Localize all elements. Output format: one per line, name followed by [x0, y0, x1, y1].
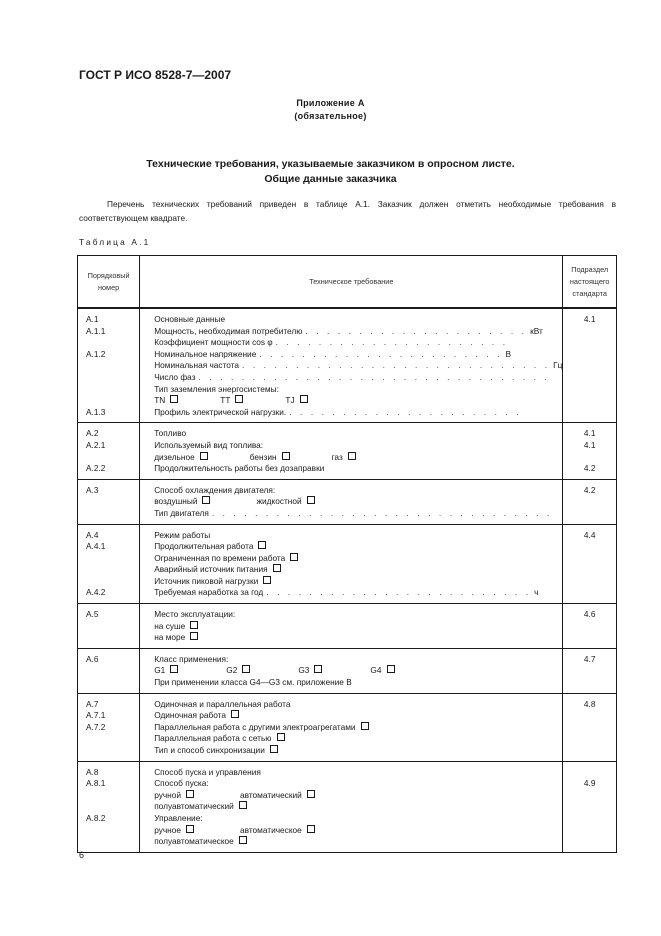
requirement-line	[154, 314, 562, 326]
requirement-text: Продолжительная работа	[154, 541, 254, 552]
requirement-text: полуавтоматическое	[154, 836, 234, 847]
requirement-text: Аварийный источник питания	[154, 564, 268, 575]
checkbox[interactable]	[202, 496, 210, 504]
requirement-line	[154, 745, 562, 757]
table-caption: Таблица А.1	[79, 237, 151, 247]
requirement-line	[154, 677, 562, 689]
option-label: G4	[370, 665, 382, 676]
requirement-text: Число фаз	[154, 371, 196, 382]
section-title-line1: Технические требования, указываемые заказчиком в опросном листе.	[146, 158, 515, 170]
fill-in-field[interactable]: . . . . . . . . . . . . . . . . . . . . . .	[275, 337, 509, 348]
item-number	[86, 360, 139, 372]
header-number-label: Порядковый номер	[87, 270, 130, 292]
item-number: А.3	[86, 484, 99, 495]
row-subsections	[563, 648, 617, 693]
subsection-ref: 4.6	[583, 609, 596, 620]
checkbox[interactable]	[239, 801, 247, 809]
table-row	[78, 423, 617, 479]
table-row	[78, 604, 617, 649]
item-number	[86, 384, 139, 396]
item-number: А.1.3	[86, 406, 106, 417]
requirement-text: Управление:	[154, 812, 203, 823]
row-numbers	[78, 648, 140, 693]
row-subsections	[563, 604, 617, 649]
checkbox[interactable]	[361, 722, 369, 730]
requirement-line	[154, 395, 562, 407]
item-number: А.5	[86, 609, 99, 620]
checkbox[interactable]	[200, 452, 208, 460]
item-number: А.2.2	[86, 463, 106, 474]
option-label: G2	[226, 665, 238, 676]
requirement-text: Ограниченная по времени работа	[154, 552, 286, 563]
requirement-line	[154, 428, 562, 440]
row-requirements	[140, 761, 563, 852]
checkbox[interactable]	[314, 665, 322, 673]
row-numbers	[78, 693, 140, 761]
section-title	[0, 157, 661, 187]
item-number	[86, 337, 139, 349]
requirement-text: Продолжительность работы без дозаправки	[154, 463, 325, 474]
requirement-line	[154, 452, 562, 464]
page-number: 6	[79, 850, 85, 860]
option-label: TJ	[285, 395, 295, 406]
annex-title: Приложение А	[296, 98, 365, 108]
row-numbers	[78, 479, 140, 524]
requirement-line	[154, 508, 562, 520]
requirement-line	[154, 710, 562, 722]
row-requirements	[140, 524, 563, 604]
annex-status: (обязательное)	[294, 111, 367, 121]
option-label: TN	[154, 395, 166, 406]
fill-in-field[interactable]: . . . . . . . . . . . . . . . . . . . . . . . . .	[266, 587, 532, 598]
item-number	[86, 564, 139, 576]
requirement-line	[154, 564, 562, 576]
requirement-text: Место эксплуатации:	[154, 609, 236, 620]
requirement-text: Тип двигателя	[154, 507, 209, 518]
row-subsections	[563, 308, 617, 423]
requirement-text: При применении класса G4—G3 см. приложение В	[154, 677, 352, 688]
requirement-text: Тип и способ синхронизации	[154, 745, 265, 755]
checkbox[interactable]	[242, 665, 250, 673]
option-label: газ	[331, 451, 343, 462]
checkbox[interactable]	[270, 745, 278, 753]
requirement-text: Одиночная и параллельная работа	[154, 698, 291, 709]
row-numbers	[78, 524, 140, 604]
requirement-line	[154, 440, 562, 452]
requirement-text: на море	[154, 632, 186, 643]
item-number: А.8	[86, 766, 99, 777]
requirement-line	[154, 621, 562, 633]
document-code: ГОСТ Р ИСО 8528-7—2007	[79, 68, 232, 82]
checkbox[interactable]	[258, 541, 266, 549]
requirement-text: Одиночная работа	[154, 710, 226, 721]
item-number: А.7.2	[86, 721, 106, 732]
header-number	[78, 256, 140, 309]
header-subsection-label: Подраздел настоящего стандарта	[569, 264, 610, 298]
fill-in-field[interactable]: . . . . . . . . . . . . . . . . . . . . . . . . . . . . . . . . .	[198, 371, 550, 382]
requirement-line	[154, 813, 562, 825]
requirement-line	[154, 485, 562, 497]
item-number: А.6	[86, 653, 99, 664]
requirement-line	[154, 733, 562, 745]
fill-in-field[interactable]: . . . . . . . . . . . . . . . . . . . . .	[305, 325, 528, 336]
requirement-line	[154, 530, 562, 542]
row-numbers	[78, 761, 140, 852]
item-number: А.2.1	[86, 439, 106, 450]
table-row	[78, 479, 617, 524]
requirement-line	[154, 801, 562, 813]
requirement-text: полуавтоматический	[154, 801, 234, 812]
requirement-line	[154, 463, 562, 475]
row-requirements	[140, 423, 563, 479]
row-requirements	[140, 693, 563, 761]
item-number: А.1	[86, 314, 99, 324]
option-label: воздушный	[154, 496, 198, 507]
table-row	[78, 648, 617, 693]
requirement-line	[154, 360, 562, 372]
item-number: А.7.1	[86, 710, 106, 721]
requirement-text: Режим работы	[154, 529, 211, 540]
item-number: А.7	[86, 698, 99, 709]
option-label: жидкостной	[256, 496, 302, 507]
row-subsections	[563, 524, 617, 604]
option-label: G3	[298, 665, 310, 676]
row-subsections	[563, 479, 617, 524]
checkbox[interactable]	[186, 790, 194, 798]
annex-heading	[0, 97, 661, 123]
checkbox[interactable]	[277, 733, 285, 741]
row-requirements	[140, 479, 563, 524]
requirements-table	[77, 255, 617, 853]
requirement-text: Способ пуска и управления	[154, 766, 261, 777]
checkbox[interactable]	[186, 825, 194, 833]
unit-label: В	[505, 348, 512, 359]
subsection-ref: 4.1	[583, 314, 596, 324]
checkbox[interactable]	[348, 452, 356, 460]
checkbox[interactable]	[300, 395, 308, 403]
row-subsections	[563, 423, 617, 479]
requirement-text: Основные данные	[154, 314, 226, 324]
requirement-line	[154, 372, 562, 384]
requirement-text: Параллельная работа с сетью	[154, 733, 272, 744]
checkbox[interactable]	[190, 621, 198, 629]
requirement-line	[154, 767, 562, 779]
subsection-ref: 4.1	[583, 428, 596, 439]
table-body	[78, 308, 617, 852]
subsection-ref: 4.7	[583, 653, 596, 664]
item-number	[86, 553, 139, 565]
item-number: А.1.2	[86, 348, 106, 359]
item-number: А.8.1	[86, 778, 106, 789]
requirement-line	[154, 326, 562, 338]
unit-label: ч	[534, 587, 539, 598]
requirement-line	[154, 587, 562, 599]
option-label: TT	[220, 395, 231, 406]
row-requirements	[140, 648, 563, 693]
requirement-text: Используемый вид топлива:	[154, 439, 264, 450]
checkbox[interactable]	[282, 452, 290, 460]
item-number: А.4.2	[86, 587, 106, 598]
item-number: А.4.1	[86, 541, 106, 552]
requirement-text: на суше	[154, 620, 186, 631]
row-numbers	[78, 423, 140, 479]
item-number	[86, 452, 139, 464]
requirement-text: Топливо	[154, 428, 187, 439]
requirement-line	[154, 609, 562, 621]
subsection-ref: 4.2	[583, 463, 596, 474]
unit-label: Гц	[553, 360, 563, 371]
requirement-line	[154, 654, 562, 666]
option-label: автоматический	[240, 789, 302, 800]
table-row	[78, 308, 617, 423]
requirement-line	[154, 541, 562, 553]
requirement-line	[154, 778, 562, 790]
checkbox[interactable]	[307, 790, 315, 798]
item-number	[86, 801, 139, 813]
item-number: А.4	[86, 529, 99, 540]
unit-label: кВт	[530, 325, 543, 336]
checkbox[interactable]	[235, 395, 243, 403]
requirement-line	[154, 722, 562, 734]
item-number: А.2	[86, 428, 99, 439]
row-subsections	[563, 761, 617, 852]
header-requirement: Техническое требование	[140, 256, 563, 309]
section-title-line2: Общие данные заказчика	[264, 173, 397, 185]
option-label: дизельное	[154, 451, 195, 462]
requirement-text: Коэффициент мощности cos φ	[154, 337, 273, 348]
requirement-text: Способ пуска:	[154, 778, 209, 789]
checkbox[interactable]	[190, 632, 198, 640]
fill-in-field[interactable]: . . . . . . . . . . . . . . . . . . . . . . . . . . . . .	[242, 360, 551, 371]
requirement-line	[154, 836, 562, 848]
requirement-text: Номинальное напряжение	[154, 348, 257, 359]
table-header-row	[78, 256, 617, 309]
requirement-text: Мощность, необходимая потребителю	[154, 325, 303, 336]
subsection-ref: 4.1	[583, 439, 596, 450]
requirement-line	[154, 349, 562, 361]
requirement-line	[154, 576, 562, 588]
requirement-text: Профиль электрической нагрузки.	[154, 406, 287, 417]
checkbox[interactable]	[290, 553, 298, 561]
option-label: ручной	[154, 789, 182, 800]
subsection-ref	[563, 452, 616, 464]
subsection-ref: 4.9	[583, 778, 596, 789]
checkbox[interactable]	[231, 710, 239, 718]
item-number	[86, 395, 139, 407]
requirement-text: Источник пиковой нагрузки	[154, 575, 259, 586]
item-number: А.1.1	[86, 325, 106, 336]
option-label: бензин	[249, 451, 277, 462]
requirement-line	[154, 665, 562, 677]
requirement-line	[154, 553, 562, 565]
requirement-line	[154, 496, 562, 508]
table-row	[78, 524, 617, 604]
requirement-line	[154, 699, 562, 711]
fill-in-field[interactable]: . . . . . . . . . . . . . . . . . . . . . . .	[259, 348, 503, 359]
subsection-ref: 4.8	[583, 698, 596, 709]
row-numbers	[78, 308, 140, 423]
item-number	[86, 372, 139, 384]
table-row	[78, 761, 617, 852]
requirement-text: Номинальная частота	[154, 360, 240, 371]
option-label: G1	[154, 665, 166, 676]
table-row	[78, 693, 617, 761]
row-subsections	[563, 693, 617, 761]
header-subsection	[563, 256, 617, 309]
checkbox[interactable]	[239, 836, 247, 844]
fill-in-field[interactable]: . . . . . . . . . . . . . . . . . . . . . .	[289, 406, 522, 417]
requirement-line	[154, 790, 562, 802]
item-number	[86, 576, 139, 588]
subsection-ref: 4.2	[583, 484, 596, 495]
row-numbers	[78, 604, 140, 649]
requirement-line	[154, 825, 562, 837]
checkbox[interactable]	[387, 665, 395, 673]
subsection-ref: 4.4	[583, 529, 596, 540]
requirement-line	[154, 632, 562, 644]
requirement-text: Класс применения:	[154, 653, 229, 664]
item-number	[86, 790, 139, 802]
intro-paragraph: Перечень технических требований приведен в таблице А.1. Заказчик должен отметить необходимые требования в соответствующем квадрате.	[79, 199, 616, 223]
requirement-text: Тип заземления энергосистемы:	[154, 383, 279, 394]
checkbox[interactable]	[170, 665, 178, 673]
row-requirements	[140, 604, 563, 649]
subsection-ref	[563, 767, 616, 779]
requirement-text: Способ охлаждения двигателя:	[154, 484, 276, 495]
checkbox[interactable]	[263, 576, 271, 584]
option-label: ручное	[154, 824, 181, 835]
fill-in-field[interactable]: . . . . . . . . . . . . . . . . . . . . . . . . . . . . . . . .	[211, 507, 553, 518]
requirement-text: Параллельная работа с другими электроагрегатами	[154, 721, 356, 732]
checkbox[interactable]	[307, 496, 315, 504]
item-number: А.8.2	[86, 812, 106, 823]
row-requirements	[140, 308, 563, 423]
requirement-line	[154, 337, 562, 349]
checkbox[interactable]	[273, 564, 281, 572]
requirement-text: Требуемая наработка за год	[154, 587, 264, 598]
checkbox[interactable]	[170, 395, 178, 403]
checkbox[interactable]	[307, 825, 315, 833]
requirement-line	[154, 384, 562, 396]
requirement-line	[154, 407, 562, 419]
option-label: автоматическое	[240, 824, 302, 835]
